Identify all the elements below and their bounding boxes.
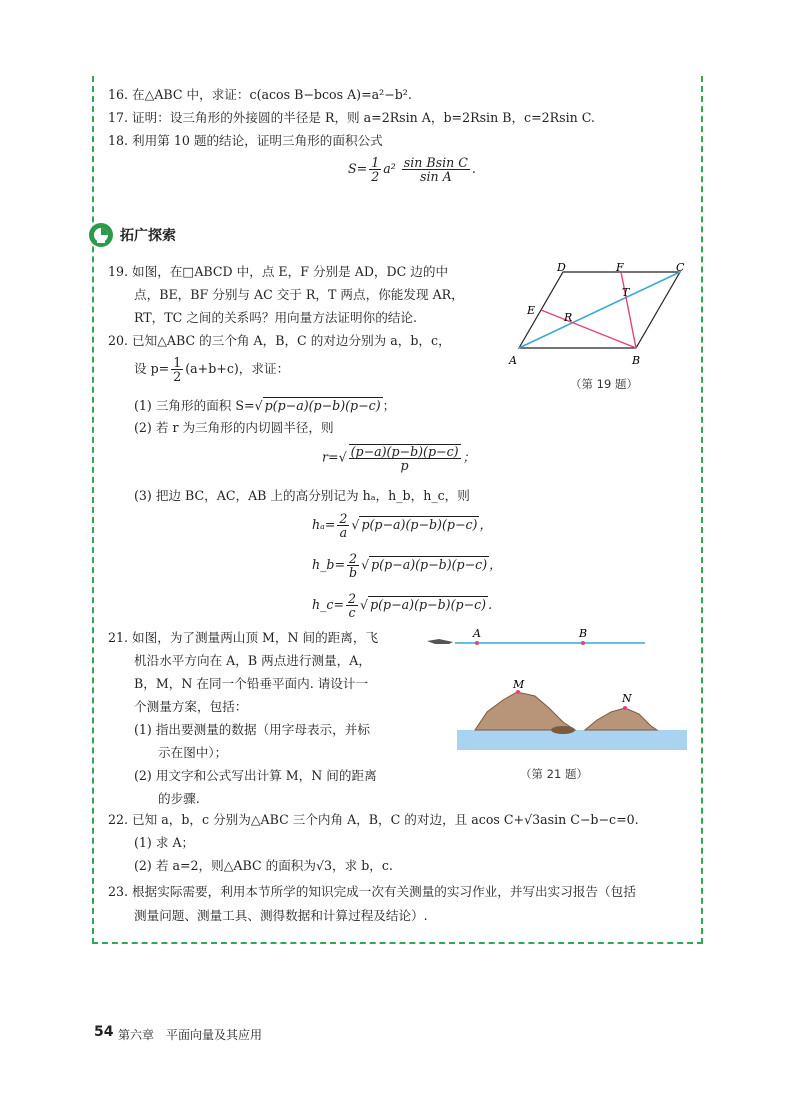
airplane-icon: [427, 639, 453, 644]
problem-22-line1: 22. 已知 a，b，c 分别为△ABC 三个内角 A，B，C 的对边，且 acos C+√3asin C−b−c=0.: [108, 812, 639, 827]
problem-22-part2: (2) 若 a=2，则△ABC 的面积为√3，求 b，c.: [134, 858, 393, 873]
explore-icon: [88, 222, 114, 248]
figure-21-caption: （第 21 题）: [520, 767, 588, 781]
section-header: [88, 222, 176, 248]
figure-19-caption: （第 19 题）: [570, 377, 638, 391]
problem-19-line3: RT，TC 之间的关系吗？用向量方法证明你的结论.: [134, 310, 417, 325]
point-a: [475, 641, 479, 645]
problem-22-part1: (1) 求 A；: [134, 835, 195, 850]
problem-16: 16. 在△ABC 中，求证：c(acos B−bcos A)=a²−b².: [108, 87, 412, 102]
problem-20-line2: 设 p= $\frac{1}{2}$ (a+b+c)，求证：: [134, 355, 290, 384]
problem-21-part2b: 的步骤.: [158, 791, 200, 806]
inradius-formula: r=√ $\frac{(p-a)(p-b)(p-c)}{p}$ ；: [322, 444, 476, 473]
label-e: E: [527, 304, 536, 317]
problem-21-part1a: (1) 指出要测量的数据（用字母表示，并标: [134, 722, 370, 737]
diagonal-ac: [519, 272, 680, 348]
problem-21-part2a: (2) 用文字和公式写出计算 M，N 间的距离: [134, 768, 377, 783]
label-f: F: [616, 261, 624, 274]
problem-19-line2: 点，BE，BF 分别与 AC 交于 R，T 两点，你能发现 AR，: [134, 287, 464, 302]
label-t: T: [622, 286, 630, 299]
problem-23-line2: 测量问题、测量工具、测得数据和计算过程及结论）.: [134, 908, 428, 923]
height-c-formula: h_c= $\frac{2}{c}$ √ p(p−a)(p−b)(p−c) .: [312, 591, 493, 620]
label-m: M: [513, 678, 525, 691]
label-b: B: [579, 627, 588, 640]
water: [457, 730, 687, 750]
label-n: N: [622, 692, 632, 705]
mountain-n: [585, 708, 657, 730]
problem-21-part1b: 示在图中）；: [158, 745, 228, 760]
problem-20-part1: (1) 三角形的面积 S=√ p(p−a)(p−b)(p−c) ；: [134, 398, 396, 413]
problem-21-line2: 机沿水平方向在 A，B 两点进行测量，A，: [134, 653, 371, 668]
problem-20-line1: 20. 已知△ABC 的三个角 A，B，C 的对边分别为 a，b，c，: [108, 333, 451, 348]
area-formula: S= $\frac{1}{2}$ a² $\frac{\text{sin Bsin C}}{\text{sin A}}$ .: [348, 155, 476, 184]
label-c: C: [676, 261, 685, 274]
problem-21-line4: 个测量方案，包括：: [134, 699, 248, 714]
problem-23-line1: 23. 根据实际需要，利用本节所学的知识完成一次有关测量的实习作业，并写出实习报告（包括: [108, 884, 636, 899]
point-n: [623, 706, 627, 710]
label-a: A: [473, 627, 481, 640]
height-b-formula: h_b= $\frac{2}{b}$ √ p(p−a)(p−b)(p−c) ，: [312, 551, 502, 580]
problem-20-part3: (3) 把边 BC，AC，AB 上的高分别记为 hₐ，h_b，h_c，则: [134, 488, 470, 503]
point-b: [581, 641, 585, 645]
mountain-m: [475, 692, 575, 730]
figure-19: [505, 258, 700, 370]
segment-bf: [621, 272, 636, 348]
problem-19-line1: 19. 如图，在□ABCD 中，点 E，F 分别是 AD，DC 边的中: [108, 264, 449, 279]
problem-20-part2: (2) 若 r 为三角形的内切圆半径，则: [134, 420, 334, 435]
label-a: A: [509, 354, 517, 367]
problem-18: 18. 利用第 10 题的结论，证明三角形的面积公式: [108, 133, 383, 148]
page-number: 54: [94, 1024, 114, 1040]
label-r: R: [564, 311, 573, 324]
problem-21-line1: 21. 如图，为了测量两山顶 M，N 间的距离，飞: [108, 630, 379, 645]
height-a-formula: hₐ= $\frac{2}{a}$ √ p(p−a)(p−b)(p−c) ，: [312, 511, 493, 540]
problem-17: 17. 证明：设三角形的外接圆的半径是 R，则 a=2Rsin A，b=2Rsin B，c=2Rsin C.: [108, 110, 595, 125]
label-d: D: [557, 261, 566, 274]
chapter-title: 第六章 平面向量及其应用: [118, 1028, 263, 1042]
rock: [551, 726, 575, 734]
problem-21-line3: B，M，N 在同一个铅垂平面内. 请设计一: [134, 676, 369, 691]
section-title: 拓广探索: [120, 228, 176, 244]
figure-21: [425, 622, 690, 754]
label-b: B: [632, 354, 641, 367]
